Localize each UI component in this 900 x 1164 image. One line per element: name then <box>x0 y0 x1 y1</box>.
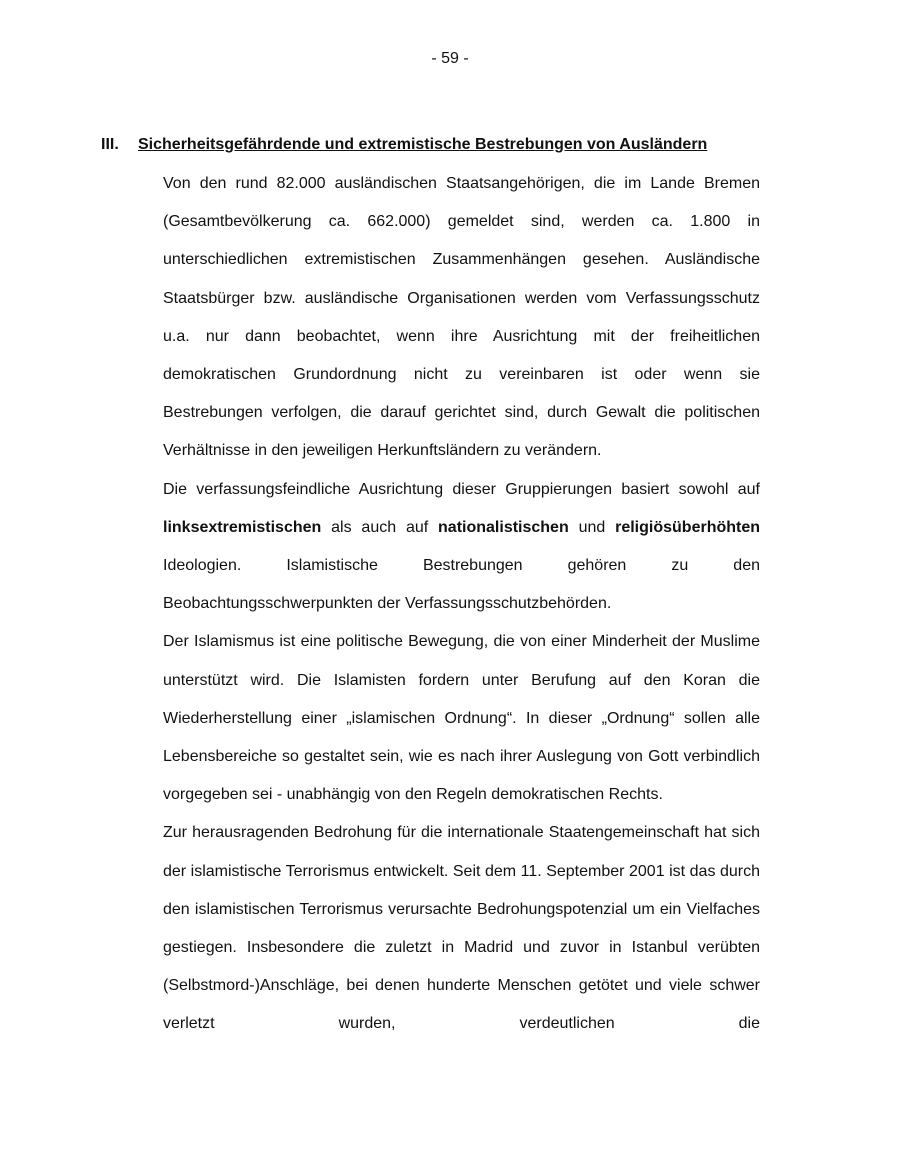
bold-term-nationalistischen: nationalistischen <box>438 518 569 536</box>
paragraph-2-text-2: als auch auf <box>321 518 439 536</box>
section-number: III. <box>101 136 119 153</box>
bold-term-religioesueberhoehten: religiösüberhöhten <box>615 518 761 536</box>
body-text <box>163 165 760 1044</box>
paragraph-1: Von den rund 82.000 ausländischen Staatsangehörigen, die im Lande Bremen (Gesamtbevölkerung ca. 662.000) gemeldet sind, werden ca. 1.800 in unterschiedlichen extremistischen Zusammenhängen gesehen. Ausländische Staatsbürger bzw. ausländische Organisationen werden vom Verfassungsschutz u.a. nur dann beobachtet, wenn ihre Ausrichtung mit der freiheitlichen demokratischen Grundordnung nicht zu vereinbaren ist oder wenn sie Bestrebungen verfolgen, die darauf gerichtet sind, durch Gewalt die politischen Verhältnisse in den jeweiligen Herkunftsländern zu verändern. <box>163 175 760 460</box>
paragraph-2-text-3: und <box>568 518 616 536</box>
section-heading <box>101 136 707 154</box>
paragraph-2 <box>163 471 760 624</box>
paragraph-4: Zur herausragenden Bedrohung für die internationale Staatengemeinschaft hat sich der islamistische Terrorismus entwickelt. Seit dem 11. September 2001 ist das durch den islamistischen Terrorismus verursachte Bedrohungspotenzial um ein Vielfaches gestiegen. Insbesondere die zuletzt in Madrid und zuvor in Istanbul verübten (Selbstmord-)Anschläge, bei denen hunderte Menschen getötet und viele schwer verletzt wurden, verdeutlichen die <box>163 824 760 1033</box>
section-title: Sicherheitsgefährdende und extremistische Bestrebungen von Ausländern <box>138 136 708 153</box>
paragraph-2-text-1: Die verfassungsfeindliche Ausrichtung dieser Gruppierungen basiert sowohl auf <box>163 480 760 498</box>
page-number: - 59 - <box>431 50 469 67</box>
paragraph-2-text-4: Ideologien. Islamistische Bestrebungen gehören zu den Beobachtungsschwerpunkten der Verfassungsschutzbehörden. <box>163 557 760 613</box>
paragraph-3: Der Islamismus ist eine politische Bewegung, die von einer Minderheit der Muslime unterstützt wird. Die Islamisten fordern unter Berufung auf den Koran die Wiederherstellung einer „islamischen Ordnung“. In dieser „Ordnung“ sollen alle Lebensbereiche so gestaltet sein, wie es nach ihrer Auslegung von Gott verbindlich vorgegeben sei - unabhängig von den Regeln demokratischen Rechts. <box>163 633 760 804</box>
bold-term-linksextremistischen: linksextremistischen <box>163 518 322 536</box>
